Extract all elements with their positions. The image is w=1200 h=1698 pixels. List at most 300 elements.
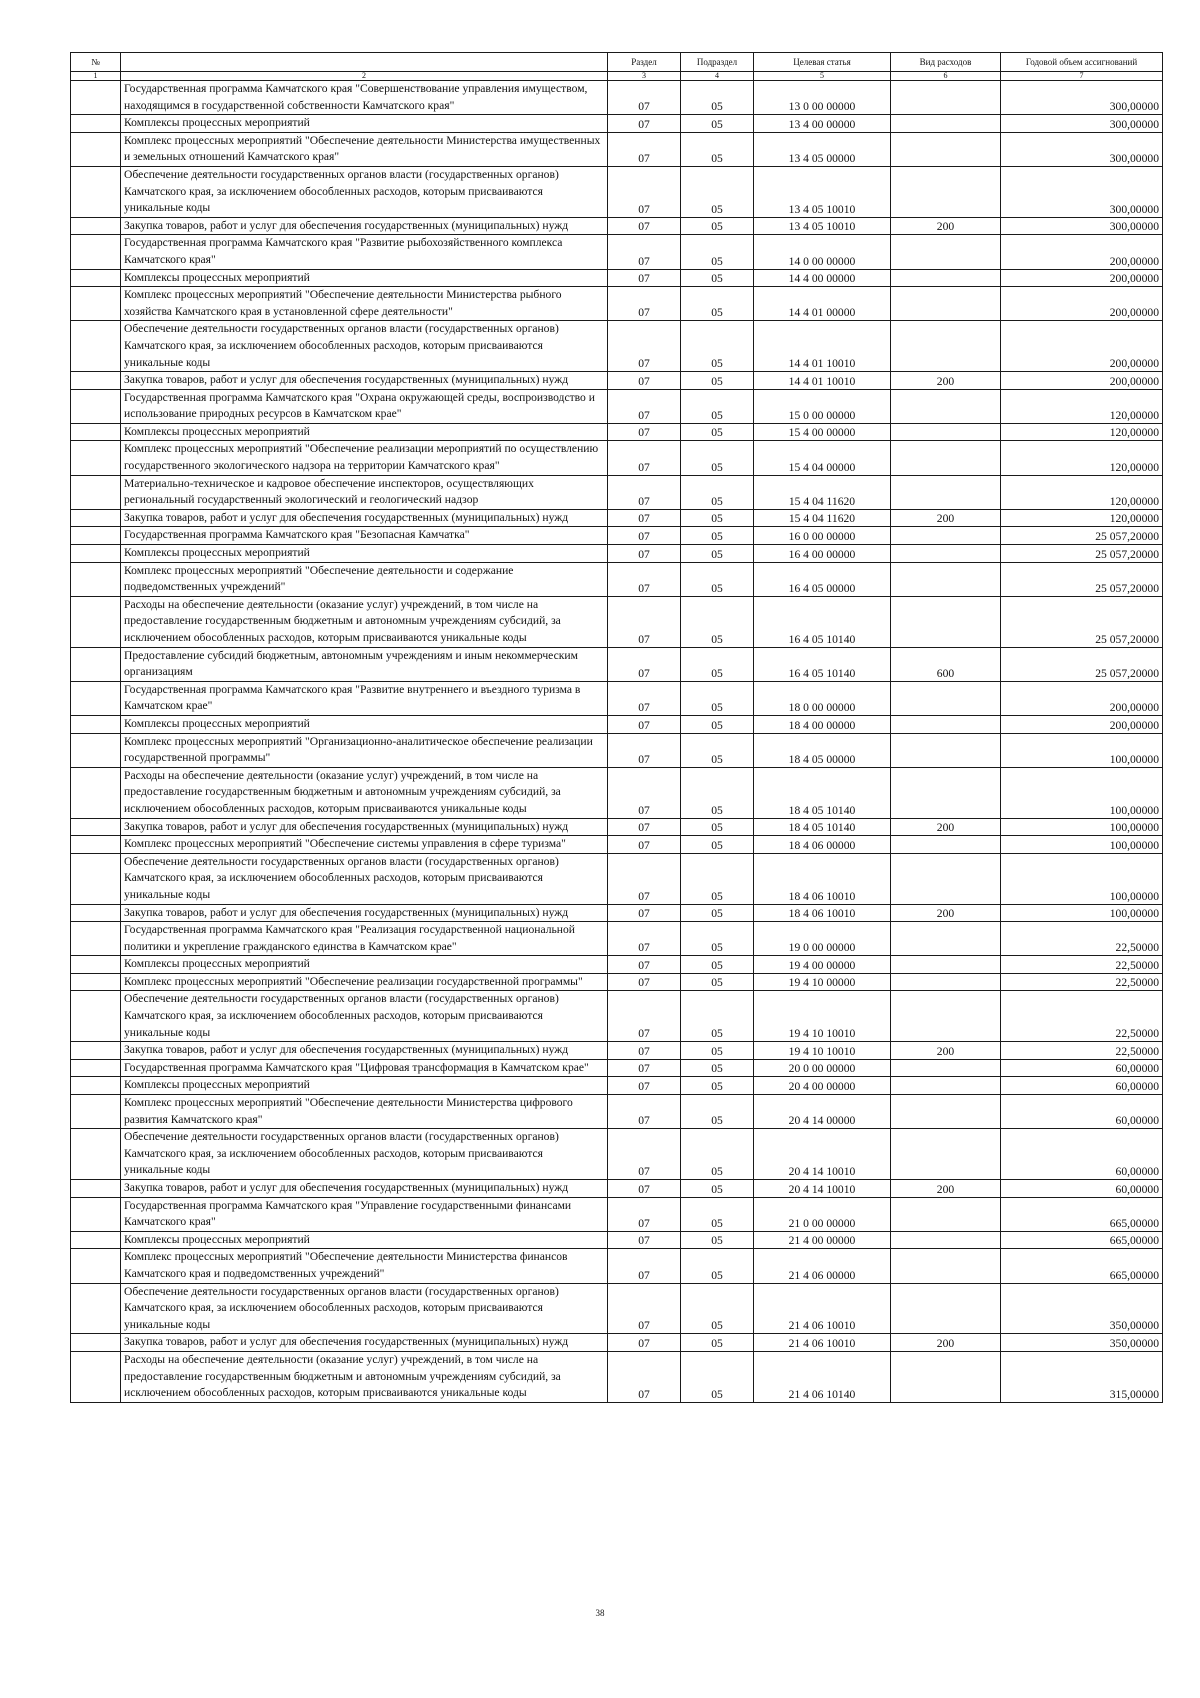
row-expense-type-cell: [891, 681, 1001, 715]
row-name-cell: Комплексы процессных мероприятий: [121, 545, 608, 563]
row-subsection-cell: 05: [681, 545, 754, 563]
page-number: 38: [595, 1608, 605, 1618]
row-target-cell: 16 4 05 00000: [754, 562, 891, 596]
row-subsection-cell: 05: [681, 81, 754, 115]
row-subsection-cell: 05: [681, 1197, 754, 1231]
row-expense-type-cell: [891, 389, 1001, 423]
row-target-cell: 20 4 14 10010: [754, 1180, 891, 1198]
row-amount-cell: 300,00000: [1001, 166, 1163, 217]
row-amount-cell: 25 057,20000: [1001, 562, 1163, 596]
row-name-cell: Государственная программа Камчатского края "Развитие рыбохозяйственного комплекса Камчатского края": [121, 235, 608, 269]
row-expense-type-cell: [891, 836, 1001, 854]
row-name-cell: Расходы на обеспечение деятельности (оказание услуг) учреждений, в том числе на предоставление государственным бюджетным и автономным учреждениям субсидий, за исключением обособленных расходов, которым присваиваются уникальные коды: [121, 1351, 608, 1402]
row-amount-cell: 120,00000: [1001, 475, 1163, 509]
row-subsection-cell: 05: [681, 1231, 754, 1249]
row-subsection-cell: 05: [681, 818, 754, 836]
row-expense-type-cell: 200: [891, 1180, 1001, 1198]
row-amount-cell: 100,00000: [1001, 733, 1163, 767]
row-subsection-cell: 05: [681, 527, 754, 545]
budget-table: [70, 52, 1163, 1403]
row-target-cell: 19 0 00 00000: [754, 922, 891, 956]
row-expense-type-cell: [891, 321, 1001, 372]
row-section-cell: 07: [608, 269, 681, 287]
row-number-cell: [71, 836, 121, 854]
row-amount-cell: 665,00000: [1001, 1249, 1163, 1283]
row-section-cell: 07: [608, 81, 681, 115]
row-subsection-cell: 05: [681, 733, 754, 767]
row-amount-cell: 350,00000: [1001, 1283, 1163, 1334]
row-number-cell: [71, 681, 121, 715]
row-name-cell: Комплекс процессных мероприятий "Обеспечение деятельности Министерства рыбного хозяйства Камчатского края в установленной сфере деятельности": [121, 287, 608, 321]
row-expense-type-cell: [891, 423, 1001, 441]
table-row: [71, 1129, 1163, 1180]
row-amount-cell: 60,00000: [1001, 1059, 1163, 1077]
row-expense-type-cell: 200: [891, 509, 1001, 527]
row-section-cell: 07: [608, 681, 681, 715]
table-body: [71, 81, 1163, 1403]
table-row: [71, 853, 1163, 904]
table-row: [71, 1249, 1163, 1283]
row-target-cell: 18 4 05 10140: [754, 818, 891, 836]
row-number-cell: [71, 1283, 121, 1334]
row-name-cell: Закупка товаров, работ и услуг для обеспечения государственных (муниципальных) нужд: [121, 818, 608, 836]
row-number-cell: [71, 818, 121, 836]
row-name-cell: Закупка товаров, работ и услуг для обеспечения государственных (муниципальных) нужд: [121, 1334, 608, 1352]
row-amount-cell: 22,50000: [1001, 1042, 1163, 1060]
row-section-cell: 07: [608, 836, 681, 854]
table-row: [71, 1042, 1163, 1060]
table-row: [71, 81, 1163, 115]
table-row: [71, 372, 1163, 390]
table-row: [71, 596, 1163, 647]
row-number-cell: [71, 475, 121, 509]
table-row: [71, 956, 1163, 974]
row-subsection-cell: 05: [681, 389, 754, 423]
row-expense-type-cell: [891, 1351, 1001, 1402]
row-section-cell: 07: [608, 475, 681, 509]
row-amount-cell: 120,00000: [1001, 423, 1163, 441]
row-name-cell: Государственная программа Камчатского края "Реализация государственной национальной политики и укрепление гражданского единства в Камчатском крае": [121, 922, 608, 956]
row-subsection-cell: 05: [681, 475, 754, 509]
row-target-cell: 18 4 05 10140: [754, 767, 891, 818]
row-expense-type-cell: [891, 1283, 1001, 1334]
row-expense-type-cell: [891, 1059, 1001, 1077]
row-number-cell: [71, 904, 121, 922]
row-target-cell: 13 4 05 10010: [754, 166, 891, 217]
row-expense-type-cell: [891, 956, 1001, 974]
row-number-cell: [71, 596, 121, 647]
table-row: [71, 681, 1163, 715]
table-row: [71, 1334, 1163, 1352]
row-expense-type-cell: [891, 527, 1001, 545]
row-expense-type-cell: [891, 767, 1001, 818]
row-subsection-cell: 05: [681, 321, 754, 372]
table-row: [71, 733, 1163, 767]
row-section-cell: 07: [608, 1042, 681, 1060]
row-subsection-cell: 05: [681, 509, 754, 527]
row-amount-cell: 300,00000: [1001, 132, 1163, 166]
row-amount-cell: 22,50000: [1001, 956, 1163, 974]
row-amount-cell: 100,00000: [1001, 853, 1163, 904]
row-name-cell: Закупка товаров, работ и услуг для обеспечения государственных (муниципальных) нужд: [121, 1180, 608, 1198]
row-number-cell: [71, 321, 121, 372]
row-target-cell: 15 4 04 00000: [754, 441, 891, 475]
header-target: Целевая статья: [754, 53, 891, 72]
row-subsection-cell: 05: [681, 836, 754, 854]
row-number-cell: [71, 767, 121, 818]
row-section-cell: 07: [608, 922, 681, 956]
row-subsection-cell: 05: [681, 956, 754, 974]
row-target-cell: 13 4 00 00000: [754, 115, 891, 133]
row-subsection-cell: 05: [681, 235, 754, 269]
row-section-cell: 07: [608, 1334, 681, 1352]
row-number-cell: [71, 562, 121, 596]
row-subsection-cell: 05: [681, 647, 754, 681]
table-row: [71, 836, 1163, 854]
row-section-cell: 07: [608, 1283, 681, 1334]
row-subsection-cell: 05: [681, 1077, 754, 1095]
row-target-cell: 14 0 00 00000: [754, 235, 891, 269]
row-target-cell: 18 4 05 00000: [754, 733, 891, 767]
row-name-cell: Закупка товаров, работ и услуг для обеспечения государственных (муниципальных) нужд: [121, 904, 608, 922]
row-number-cell: [71, 527, 121, 545]
row-amount-cell: 100,00000: [1001, 767, 1163, 818]
row-amount-cell: 60,00000: [1001, 1095, 1163, 1129]
row-subsection-cell: 05: [681, 441, 754, 475]
row-amount-cell: 25 057,20000: [1001, 545, 1163, 563]
column-number: 7: [1001, 72, 1163, 81]
row-subsection-cell: 05: [681, 1283, 754, 1334]
row-expense-type-cell: [891, 235, 1001, 269]
row-amount-cell: 315,00000: [1001, 1351, 1163, 1402]
row-expense-type-cell: [891, 1129, 1001, 1180]
row-number-cell: [71, 509, 121, 527]
row-target-cell: 15 4 00 00000: [754, 423, 891, 441]
row-name-cell: Государственная программа Камчатского края "Развитие внутреннего и въездного туризма в Камчатском крае": [121, 681, 608, 715]
row-target-cell: 18 4 06 10010: [754, 904, 891, 922]
row-section-cell: 07: [608, 1129, 681, 1180]
row-number-cell: [71, 647, 121, 681]
row-subsection-cell: 05: [681, 132, 754, 166]
row-expense-type-cell: [891, 545, 1001, 563]
row-target-cell: 13 0 00 00000: [754, 81, 891, 115]
row-target-cell: 19 4 00 00000: [754, 956, 891, 974]
row-section-cell: 07: [608, 1197, 681, 1231]
row-subsection-cell: 05: [681, 287, 754, 321]
row-name-cell: Обеспечение деятельности государственных органов власти (государственных органов) Камчатского края, за исключением обособленных расходов, которым присваиваются уникальные коды: [121, 166, 608, 217]
row-expense-type-cell: [891, 1077, 1001, 1095]
row-number-cell: [71, 1231, 121, 1249]
row-section-cell: 07: [608, 647, 681, 681]
row-target-cell: 21 4 00 00000: [754, 1231, 891, 1249]
row-target-cell: 14 4 01 00000: [754, 287, 891, 321]
row-expense-type-cell: [891, 441, 1001, 475]
row-amount-cell: 100,00000: [1001, 904, 1163, 922]
header-subsection: Подраздел: [681, 53, 754, 72]
row-number-cell: [71, 287, 121, 321]
row-section-cell: 07: [608, 287, 681, 321]
row-amount-cell: 200,00000: [1001, 321, 1163, 372]
row-number-cell: [71, 235, 121, 269]
header-section: Раздел: [608, 53, 681, 72]
row-number-cell: [71, 372, 121, 390]
row-target-cell: 18 4 06 00000: [754, 836, 891, 854]
row-amount-cell: 100,00000: [1001, 836, 1163, 854]
header-expense-type: Вид расходов: [891, 53, 1001, 72]
row-name-cell: Комплексы процессных мероприятий: [121, 715, 608, 733]
row-subsection-cell: 05: [681, 853, 754, 904]
row-number-cell: [71, 1249, 121, 1283]
row-section-cell: 07: [608, 1059, 681, 1077]
row-amount-cell: 200,00000: [1001, 681, 1163, 715]
row-section-cell: 07: [608, 1180, 681, 1198]
row-number-cell: [71, 1059, 121, 1077]
row-number-cell: [71, 1197, 121, 1231]
row-name-cell: Комплекс процессных мероприятий "Обеспечение системы управления в сфере туризма": [121, 836, 608, 854]
row-amount-cell: 22,50000: [1001, 991, 1163, 1042]
row-name-cell: Комплекс процессных мероприятий "Обеспечение деятельности Министерства цифрового развития Камчатского края": [121, 1095, 608, 1129]
row-name-cell: Комплекс процессных мероприятий "Обеспечение деятельности и содержание подведомственных учреждений": [121, 562, 608, 596]
row-amount-cell: 200,00000: [1001, 235, 1163, 269]
row-number-cell: [71, 733, 121, 767]
row-subsection-cell: 05: [681, 922, 754, 956]
row-number-cell: [71, 389, 121, 423]
row-name-cell: Комплекс процессных мероприятий "Обеспечение реализации мероприятий по осуществлению государственного экологического надзора на территории Камчатского края": [121, 441, 608, 475]
row-number-cell: [71, 1077, 121, 1095]
row-section-cell: 07: [608, 166, 681, 217]
row-subsection-cell: 05: [681, 269, 754, 287]
row-expense-type-cell: [891, 715, 1001, 733]
row-name-cell: Закупка товаров, работ и услуг для обеспечения государственных (муниципальных) нужд: [121, 372, 608, 390]
row-section-cell: 07: [608, 389, 681, 423]
table-row: [71, 1180, 1163, 1198]
table-row: [71, 545, 1163, 563]
row-section-cell: 07: [608, 321, 681, 372]
row-name-cell: Материально-техническое и кадровое обеспечение инспекторов, осуществляющих региональный государственный экологический и геологический надзор: [121, 475, 608, 509]
row-amount-cell: 120,00000: [1001, 441, 1163, 475]
row-target-cell: 16 4 05 10140: [754, 596, 891, 647]
row-amount-cell: 60,00000: [1001, 1180, 1163, 1198]
table-row: [71, 115, 1163, 133]
row-expense-type-cell: 200: [891, 1334, 1001, 1352]
row-subsection-cell: 05: [681, 904, 754, 922]
row-name-cell: Закупка товаров, работ и услуг для обеспечения государственных (муниципальных) нужд: [121, 509, 608, 527]
row-name-cell: Расходы на обеспечение деятельности (оказание услуг) учреждений, в том числе на предоставление государственным бюджетным и автономным учреждениям субсидий, за исключением обособленных расходов, которым присваиваются уникальные коды: [121, 596, 608, 647]
row-name-cell: Комплекс процессных мероприятий "Обеспечение деятельности Министерства имущественных и земельных отношений Камчатского края": [121, 132, 608, 166]
row-expense-type-cell: [891, 973, 1001, 991]
row-expense-type-cell: [891, 1197, 1001, 1231]
row-section-cell: 07: [608, 818, 681, 836]
row-amount-cell: 25 057,20000: [1001, 527, 1163, 545]
row-section-cell: 07: [608, 1077, 681, 1095]
row-target-cell: 13 4 05 00000: [754, 132, 891, 166]
table-row: [71, 389, 1163, 423]
table-row: [71, 922, 1163, 956]
header-no: №: [71, 53, 121, 72]
row-subsection-cell: 05: [681, 767, 754, 818]
column-number: 5: [754, 72, 891, 81]
row-amount-cell: 200,00000: [1001, 372, 1163, 390]
row-amount-cell: 25 057,20000: [1001, 596, 1163, 647]
row-amount-cell: 300,00000: [1001, 81, 1163, 115]
row-subsection-cell: 05: [681, 1042, 754, 1060]
row-subsection-cell: 05: [681, 1059, 754, 1077]
row-subsection-cell: 05: [681, 1249, 754, 1283]
table-row: [71, 904, 1163, 922]
row-amount-cell: 22,50000: [1001, 922, 1163, 956]
row-expense-type-cell: [891, 81, 1001, 115]
row-section-cell: 07: [608, 991, 681, 1042]
row-target-cell: 21 4 06 00000: [754, 1249, 891, 1283]
row-subsection-cell: 05: [681, 562, 754, 596]
row-number-cell: [71, 166, 121, 217]
row-subsection-cell: 05: [681, 991, 754, 1042]
row-target-cell: 15 4 04 11620: [754, 509, 891, 527]
row-subsection-cell: 05: [681, 596, 754, 647]
row-target-cell: 16 4 05 10140: [754, 647, 891, 681]
row-section-cell: 07: [608, 596, 681, 647]
row-number-cell: [71, 423, 121, 441]
row-target-cell: 19 4 10 00000: [754, 973, 891, 991]
row-amount-cell: 665,00000: [1001, 1197, 1163, 1231]
row-subsection-cell: 05: [681, 1334, 754, 1352]
table-row: [71, 1351, 1163, 1402]
row-target-cell: 15 0 00 00000: [754, 389, 891, 423]
row-section-cell: 07: [608, 767, 681, 818]
table-row: [71, 1197, 1163, 1231]
row-amount-cell: 60,00000: [1001, 1129, 1163, 1180]
row-name-cell: Закупка товаров, работ и услуг для обеспечения государственных (муниципальных) нужд: [121, 1042, 608, 1060]
row-name-cell: Закупка товаров, работ и услуг для обеспечения государственных (муниципальных) нужд: [121, 217, 608, 235]
row-amount-cell: 120,00000: [1001, 509, 1163, 527]
row-amount-cell: 300,00000: [1001, 115, 1163, 133]
row-number-cell: [71, 81, 121, 115]
row-number-cell: [71, 853, 121, 904]
row-expense-type-cell: [891, 269, 1001, 287]
row-target-cell: 20 0 00 00000: [754, 1059, 891, 1077]
row-subsection-cell: 05: [681, 423, 754, 441]
table-row: [71, 1231, 1163, 1249]
row-expense-type-cell: [891, 1249, 1001, 1283]
row-number-cell: [71, 132, 121, 166]
row-name-cell: Обеспечение деятельности государственных органов власти (государственных органов) Камчатского края, за исключением обособленных расходов, которым присваиваются уникальные коды: [121, 1129, 608, 1180]
row-expense-type-cell: [891, 115, 1001, 133]
row-expense-type-cell: [891, 1231, 1001, 1249]
row-name-cell: Государственная программа Камчатского края "Безопасная Камчатка": [121, 527, 608, 545]
table-row: [71, 991, 1163, 1042]
row-name-cell: Государственная программа Камчатского края "Цифровая трансформация в Камчатском крае": [121, 1059, 608, 1077]
column-number: 6: [891, 72, 1001, 81]
row-amount-cell: 200,00000: [1001, 269, 1163, 287]
row-name-cell: Комплексы процессных мероприятий: [121, 956, 608, 974]
table-row: [71, 818, 1163, 836]
table-row: [71, 527, 1163, 545]
table-row: [71, 217, 1163, 235]
row-expense-type-cell: 200: [891, 372, 1001, 390]
row-number-cell: [71, 115, 121, 133]
table-row: [71, 321, 1163, 372]
row-subsection-cell: 05: [681, 115, 754, 133]
table-row: [71, 715, 1163, 733]
row-expense-type-cell: 200: [891, 217, 1001, 235]
row-target-cell: 14 4 01 10010: [754, 372, 891, 390]
table-row: [71, 509, 1163, 527]
row-name-cell: Комплексы процессных мероприятий: [121, 269, 608, 287]
row-name-cell: Комплекс процессных мероприятий "Организационно-аналитическое обеспечение реализации государственной программы": [121, 733, 608, 767]
row-amount-cell: 200,00000: [1001, 287, 1163, 321]
table-row: [71, 1095, 1163, 1129]
row-expense-type-cell: 600: [891, 647, 1001, 681]
row-name-cell: Обеспечение деятельности государственных органов власти (государственных органов) Камчатского края, за исключением обособленных расходов, которым присваиваются уникальные коды: [121, 1283, 608, 1334]
row-number-cell: [71, 956, 121, 974]
row-section-cell: 07: [608, 115, 681, 133]
row-amount-cell: 100,00000: [1001, 818, 1163, 836]
row-amount-cell: 665,00000: [1001, 1231, 1163, 1249]
row-amount-cell: 120,00000: [1001, 389, 1163, 423]
row-target-cell: 19 4 10 10010: [754, 1042, 891, 1060]
row-subsection-cell: 05: [681, 1351, 754, 1402]
row-subsection-cell: 05: [681, 372, 754, 390]
row-target-cell: 16 4 00 00000: [754, 545, 891, 563]
row-target-cell: 18 0 00 00000: [754, 681, 891, 715]
row-expense-type-cell: [891, 132, 1001, 166]
row-number-cell: [71, 1334, 121, 1352]
row-target-cell: 21 4 06 10140: [754, 1351, 891, 1402]
row-section-cell: 07: [608, 423, 681, 441]
row-expense-type-cell: [891, 596, 1001, 647]
table-row: [71, 1059, 1163, 1077]
row-subsection-cell: 05: [681, 681, 754, 715]
header-name: [121, 53, 608, 72]
row-section-cell: 07: [608, 973, 681, 991]
column-number: 2: [121, 72, 608, 81]
row-number-cell: [71, 1095, 121, 1129]
table-row: [71, 1077, 1163, 1095]
row-target-cell: 21 0 00 00000: [754, 1197, 891, 1231]
row-section-cell: 07: [608, 956, 681, 974]
table-row: [71, 166, 1163, 217]
row-number-cell: [71, 269, 121, 287]
row-name-cell: Комплексы процессных мероприятий: [121, 115, 608, 133]
row-name-cell: Государственная программа Камчатского края "Охрана окружающей среды, воспроизводство и использование природных ресурсов в Камчатском крае": [121, 389, 608, 423]
row-section-cell: 07: [608, 1231, 681, 1249]
row-name-cell: Обеспечение деятельности государственных органов власти (государственных органов) Камчатского края, за исключением обособленных расходов, которым присваиваются уникальные коды: [121, 991, 608, 1042]
row-subsection-cell: 05: [681, 217, 754, 235]
table-row: [71, 235, 1163, 269]
row-section-cell: 07: [608, 562, 681, 596]
row-amount-cell: 200,00000: [1001, 715, 1163, 733]
row-number-cell: [71, 991, 121, 1042]
row-number-cell: [71, 441, 121, 475]
row-name-cell: Обеспечение деятельности государственных органов власти (государственных органов) Камчатского края, за исключением обособленных расходов, которым присваиваются уникальные коды: [121, 321, 608, 372]
row-name-cell: Расходы на обеспечение деятельности (оказание услуг) учреждений, в том числе на предоставление государственным бюджетным и автономным учреждениям субсидий, за исключением обособленных расходов, которым присваиваются уникальные коды: [121, 767, 608, 818]
column-number-row: [71, 72, 1163, 81]
row-target-cell: 16 0 00 00000: [754, 527, 891, 545]
row-section-cell: 07: [608, 545, 681, 563]
row-section-cell: 07: [608, 235, 681, 269]
row-section-cell: 07: [608, 904, 681, 922]
row-expense-type-cell: [891, 287, 1001, 321]
row-section-cell: 07: [608, 217, 681, 235]
row-name-cell: Комплексы процессных мероприятий: [121, 1077, 608, 1095]
row-target-cell: 13 4 05 10010: [754, 217, 891, 235]
row-section-cell: 07: [608, 1249, 681, 1283]
row-number-cell: [71, 1042, 121, 1060]
row-subsection-cell: 05: [681, 1095, 754, 1129]
row-section-cell: 07: [608, 441, 681, 475]
table-row: [71, 441, 1163, 475]
table-row: [71, 1283, 1163, 1334]
